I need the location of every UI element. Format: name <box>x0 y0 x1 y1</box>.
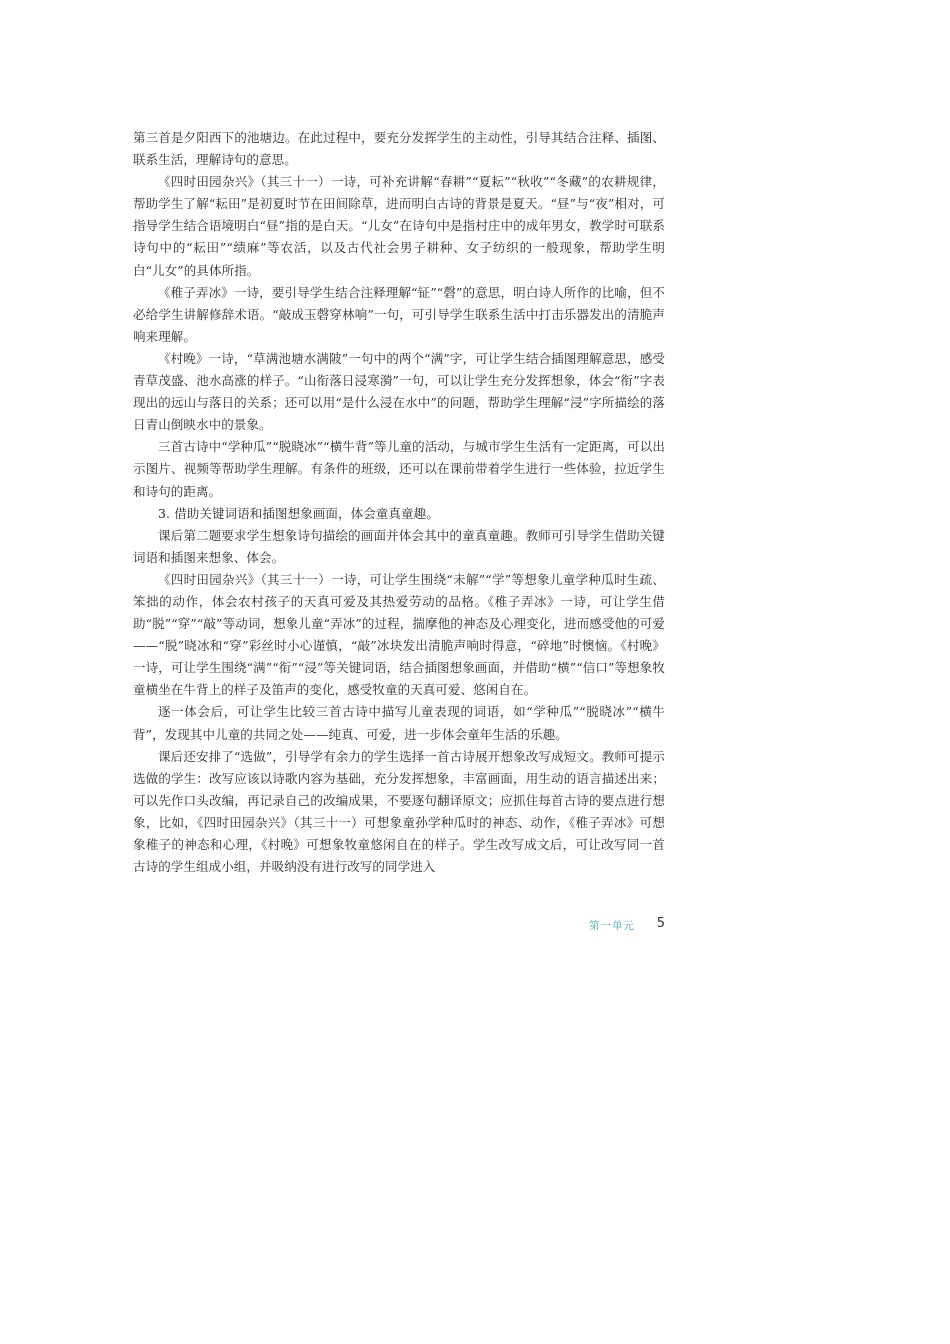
section-heading-3: 3. 借助关键词语和插图想象画面，体会童真童趣。 <box>158 505 439 521</box>
page-number: 5 <box>656 916 665 931</box>
page-footer <box>133 916 665 936</box>
paragraph-7: 课后第二题要求学生想象诗句描绘的画面并体会其中的童真童趣。教师可引导学生借助关键词语和插图来想象、体会。 <box>133 527 665 565</box>
unit-label: 第一单元 <box>589 920 635 932</box>
paragraph-5: 三首古诗中“学种瓜”“脱晓冰”“横牛背”等儿童的活动，与城市学生生活有一定距离，可以出示图片、视频等帮助学生理解。有条件的班级，还可以在课前带着学生进行一些体验，拉近学生和诗句的距离。 <box>133 439 665 499</box>
paragraph-8: 《四时田园杂兴》（其三十一）一诗，可让学生围绕“未解”“学”等想象儿童学种瓜时生疏、笨拙的动作，体会农村孩子的天真可爱及其热爱劳动的品格。《稚子弄冰》一诗，可让学生借助“脱”“穿”“敲”等动词，想象儿童“弄冰”的过程，揣摩他的神态及心理变化，进而感受他的可爱——“脱”晓冰和“穿”彩丝时小心谨慎，“敲”冰块发出清脆声响时得意，“碎地”时懊恼。《村晚》一诗，可让学生围绕“满”“衔”“浸”等关键词语，结合插图想象画面，并借助“横”“信口”等想象牧童横坐在牛背上的样子及笛声的变化，感受牧童的天真可爱、悠闲自在。 <box>133 571 665 698</box>
paragraph-3: 《稚子弄冰》一诗，要引导学生结合注释理解“钲”“磬”的意思，明白诗人所作的比喻，但不必给学生讲解修辞术语。“敲成玉磬穿林响”一句，可引导学生联系生活中打击乐器发出的清脆声响来理解。 <box>133 284 665 344</box>
paragraph-4: 《村晚》一诗，“草满池塘水满陂”一句中的两个“满”字，可让学生结合插图理解意思，感受青草茂盛、池水高涨的样子。“山衔落日浸寒漪”一句，可以让学生充分发挥想象，体会“衔”字表现出的远山与落日的关系；还可以用“是什么浸在水中”的问题，帮助学生理解“浸”字所描绘的落日青山倒映水中的景象。 <box>133 350 665 433</box>
document-body <box>133 127 665 878</box>
paragraph-10: 课后还安排了“选做”，引导学有余力的学生选择一首古诗展开想象改写成短文。教师可提示选做的学生：改写应该以诗歌内容为基础，充分发挥想象，丰富画面，用生动的语言描述出来；可以先作口头改编，再记录自己的改编成果，不要逐句翻译原文；应抓住每首古诗的要点进行想象，比如，《四时田园杂兴》（其三十一）可想象童孙学种瓜时的神态、动作，《稚子弄冰》可想象稚子的神态和心理，《村晚》可想象牧童悠闲自在的样子。学生改写成文后，可让改写同一首古诗的学生组成小组，并吸纳没有进行改写的同学进入 <box>133 748 665 875</box>
paragraph-1: 第三首是夕阳西下的池塘边。在此过程中，要充分发挥学生的主动性，引导其结合注释、插图、联系生活，理解诗句的意思。 <box>133 130 665 168</box>
paragraph-2: 《四时田园杂兴》（其三十一）一诗，可补充讲解“春耕”“夏耘”“秋收”“冬藏”的农耕规律，帮助学生了解“耘田”是初夏时节在田间除草，进而明白古诗的背景是夏天。“昼”与“夜”相对，可指导学生结合语境明白“昼”指的是白天。“儿女”在诗句中是指村庄中的成年男女，教学时可联系诗句中的“耘田”“绩麻”等农活，以及古代社会男子耕种、女子纺织的一般现象，帮助学生明白“儿女”的具体所指。 <box>133 174 665 278</box>
paragraph-9: 逐一体会后，可让学生比较三首古诗中描写儿童表现的词语，如“学种瓜”“脱晓冰”“横牛背”，发现其中儿童的共同之处——纯真、可爱，进一步体会童年生活的乐趣。 <box>133 704 665 742</box>
